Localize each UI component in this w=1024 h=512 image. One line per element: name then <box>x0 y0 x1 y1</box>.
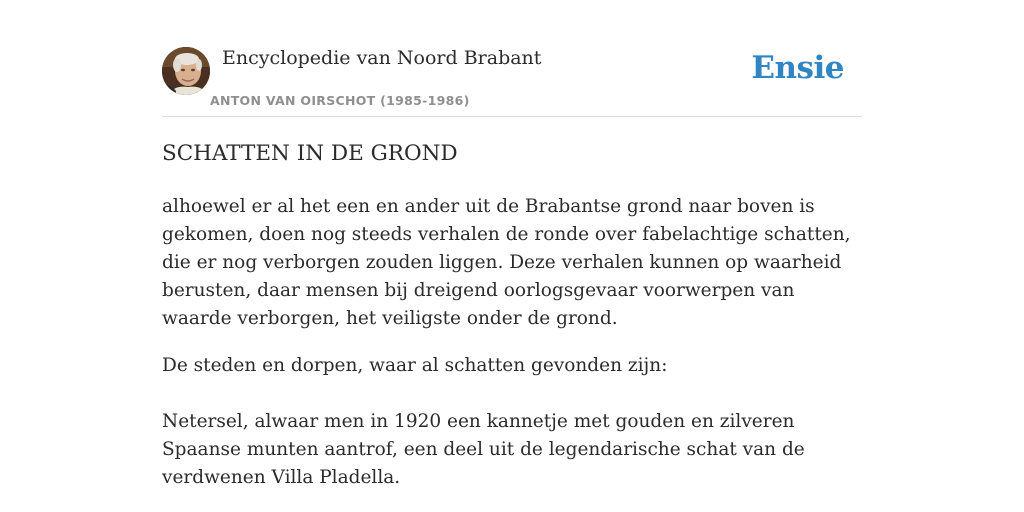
book-header <box>162 46 862 117</box>
entry-title: SCHATTEN IN DE GROND <box>162 141 458 166</box>
paragraph-list-intro: De steden en dorpen, waar al schatten gevonden zijn: <box>162 355 668 376</box>
article-body <box>162 138 862 492</box>
author-avatar[interactable] <box>162 47 210 95</box>
book-title-link[interactable]: Encyclopedie van Noord Brabant <box>222 47 542 69</box>
author-portrait-icon <box>162 47 210 95</box>
author-name[interactable]: ANTON VAN OIRSCHOT (1985-1986) <box>210 93 470 108</box>
paragraph-intro: alhoewel er al het een en ander uit de Brabantse grond naar boven is gekomen, doen nog steeds verhalen de ronde over fabelachtige schatten, die er nog verborgen zouden liggen. Deze verhalen kunnen op waarheid berusten, daar mensen bij dreigend oorlogsgevaar voorwerpen van waarde verborgen, het veiligste onder de grond. <box>162 196 851 329</box>
paragraph-netersel: Netersel, alwaar men in 1920 een kannetje met gouden en zilveren Spaanse munten aantrof, een deel uit de legendarische schat van de verdwenen Villa Pladella. <box>162 411 805 488</box>
ensie-logo[interactable]: Ensie <box>751 50 844 86</box>
